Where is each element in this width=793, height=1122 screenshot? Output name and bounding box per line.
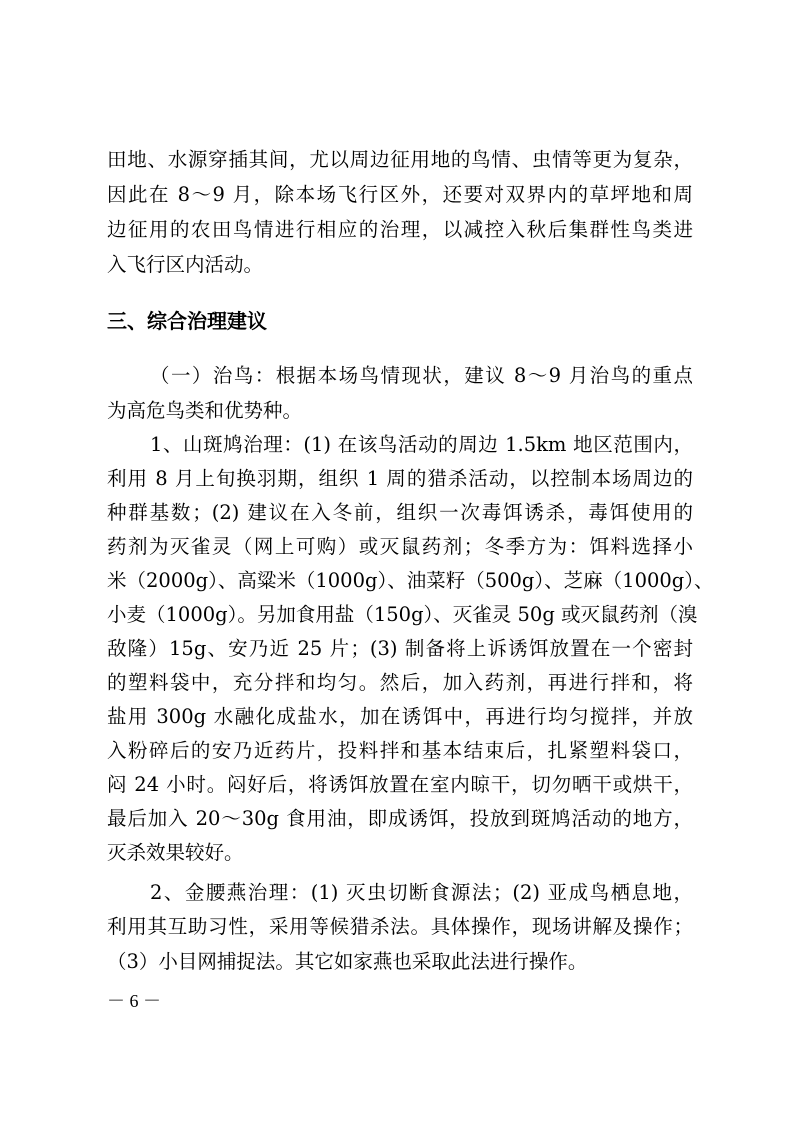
- paragraph-line: （一）治鸟：根据本场鸟情现状，建议 8～9 月治鸟的重点: [150, 364, 693, 387]
- paragraph-line: （3）小目网捕捉法。其它如家燕也采取此法进行操作。: [107, 950, 588, 973]
- paragraph-line: 闷 24 小时。闷好后，将诱饵放置在室内晾干，切勿晒干或烘干，: [107, 773, 693, 796]
- paragraph-line: 2、金腰燕治理：(1) 灭虫切断食源法；(2) 亚成鸟栖息地，: [150, 881, 693, 904]
- page-number: － 6 －: [107, 991, 161, 1011]
- paragraph-line: 小麦（1000g）。另加食用盐（150g）、灭雀灵 50g 或灭鼠药剂（溴: [107, 603, 698, 626]
- paragraph-line: 米（2000g）、高粱米（1000g）、油菜籽（500g）、芝麻（1000g）、: [107, 569, 714, 592]
- paragraph-line: 药剂为灭雀灵（网上可购）或灭鼠药剂；冬季方为：饵料选择小: [107, 535, 693, 558]
- paragraph-line: 种群基数；(2) 建议在入冬前，组织一次毒饵诱杀，毒饵使用的: [107, 501, 693, 524]
- paragraph-line: 入粉碎后的安乃近药片，投料拌和基本结束后，扎紧塑料袋口，: [107, 739, 693, 762]
- paragraph-line: 边征用的农田鸟情进行相应的治理，以减控入秋后集群性鸟类进: [107, 218, 693, 241]
- paragraph-line: 利用 8 月上旬换羽期，组织 1 周的猎杀活动，以控制本场周边的: [107, 467, 693, 490]
- paragraph-line: 因此在 8～9 月，除本场飞行区外，还要对双界内的草坪地和周: [107, 183, 693, 206]
- paragraph-line: 田地、水源穿插其间，尤以周边征用地的鸟情、虫情等更为复杂，: [107, 148, 693, 171]
- paragraph-line: 的塑料袋中，充分拌和均匀。然后，加入药剂，再进行拌和，将: [107, 671, 693, 694]
- paragraph-line: 敌隆）15g、安乃近 25 片；(3) 制备将上诉诱饵放置在一个密封: [107, 637, 693, 660]
- paragraph-line: 入飞行区内活动。: [107, 253, 264, 276]
- paragraph-line: 为高危鸟类和优势种。: [107, 399, 303, 422]
- paragraph-line: 1、山斑鸠治理：(1) 在该鸟活动的周边 1.5km 地区范围内，: [150, 433, 693, 456]
- paragraph-line: 最后加入 20～30g 食用油，即成诱饵，投放到斑鸠活动的地方，: [107, 807, 693, 830]
- paragraph-line: 灭杀效果较好。: [107, 841, 244, 864]
- paragraph-line: 利用其互助习性，采用等候猎杀法。具体操作，现场讲解及操作；: [107, 915, 693, 938]
- section-heading: 三、综合治理建议: [107, 309, 267, 333]
- paragraph-line: 盐用 300g 水融化成盐水，加在诱饵中，再进行均匀搅拌，并放: [107, 705, 693, 728]
